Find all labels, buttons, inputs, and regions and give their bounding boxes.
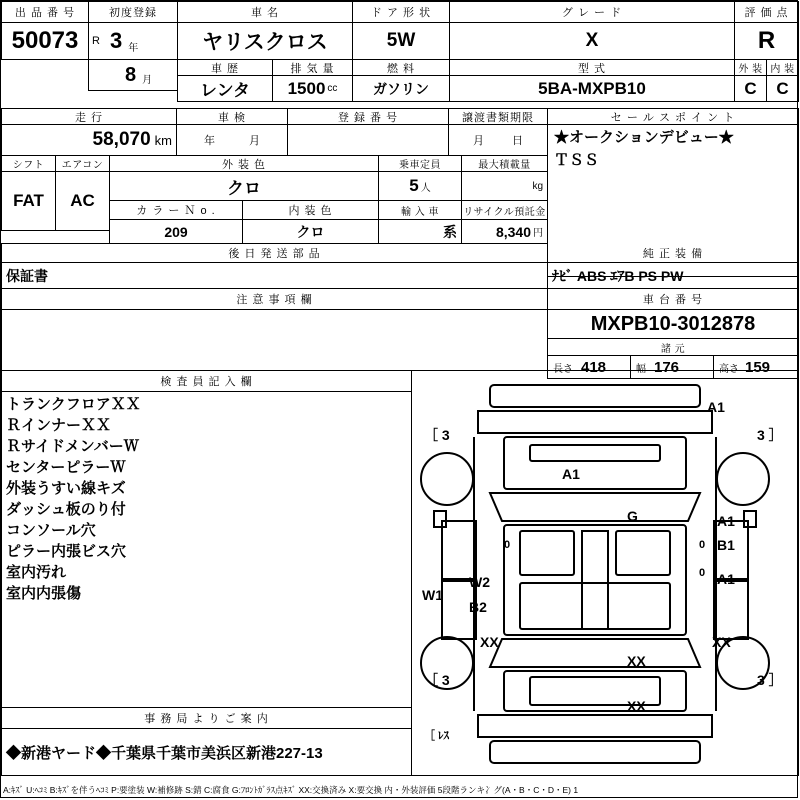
mileage-unit: km: [154, 132, 172, 148]
exterior-grade-label: 外 装: [734, 59, 767, 76]
chassis-number-value: MXPB10-3012878: [547, 309, 799, 339]
damage-mark: A1: [717, 513, 735, 529]
factory-equipment-label: 純 正 装 備: [547, 243, 799, 263]
inspector-note-line: 室内内張傷: [6, 585, 82, 602]
damage-mark: A1: [707, 399, 725, 415]
transfer-day-unit: 日: [512, 135, 523, 147]
later-parts-label: 後 日 発 送 部 品: [1, 243, 548, 263]
length-label: 長さ: [553, 363, 573, 375]
inspector-notes-body: [1, 391, 412, 708]
fuel-label: 燃 料: [352, 59, 450, 76]
inspector-note-line: ピラー内張ビス穴: [6, 543, 127, 560]
reg-month-value: 8: [125, 63, 137, 86]
damage-mark: ［ 3: [424, 427, 450, 443]
chassis-number-label: 車 台 番 号: [547, 288, 799, 310]
displacement-unit: cc: [327, 83, 338, 94]
sales-point-label: セ ー ル ス ポ イ ン ト: [547, 108, 799, 125]
registration-number-label: 登 録 番 号: [287, 108, 449, 125]
width-value: 176: [654, 358, 680, 376]
seats-value: [378, 171, 462, 201]
inspection-month-unit: 月: [249, 135, 260, 147]
import-label: 輸 入 車: [378, 200, 462, 220]
history-value: レンタ: [177, 75, 273, 102]
registration-number-value: [287, 124, 449, 156]
inspector-note-line: ＲサイドメンバーＷ: [6, 438, 139, 455]
damage-mark: XX: [627, 698, 646, 714]
inspection-year-unit: 年: [204, 135, 215, 147]
damage-mark: B1: [717, 537, 735, 553]
inspection-value: [176, 124, 288, 156]
damage-mark: W1: [422, 587, 443, 603]
transfer-month-unit: 月: [473, 135, 484, 147]
inspector-note-line: 室内汚れ: [6, 564, 67, 581]
seats-unit: 人: [420, 182, 431, 194]
caution-label: 注 意 事 項 欄: [1, 288, 548, 310]
lot-number-label: 出 品 番 号: [1, 1, 89, 23]
dimension-label: 諸 元: [547, 338, 799, 356]
color-number-label: カ ラ ー Ｎ o .: [109, 200, 243, 220]
lot-number-value: 50073: [1, 22, 89, 60]
color-number-value: 209: [109, 219, 243, 244]
fuel-value: ガソリン: [352, 75, 450, 102]
damage-mark: 0: [504, 539, 511, 551]
door-shape-label: ド ア 形 状: [352, 1, 450, 23]
sales-point-line-1: ★オークションデビュー★: [554, 129, 734, 146]
office-notice-label: 事 務 局 よ り ご 案 内: [1, 707, 412, 729]
damage-mark: A1: [562, 466, 580, 482]
mileage-number: 58,070: [92, 129, 151, 150]
transfer-deadline-value: [448, 124, 548, 156]
inspector-note-line: コンソール穴: [6, 522, 96, 539]
damage-mark: ［ ﾚｽ: [424, 730, 450, 742]
inspector-note-line: センターピラーＷ: [6, 459, 126, 476]
inspector-note-line: 外装うすい線キズ: [6, 480, 126, 497]
model-code-value: 5BA-MXPB10: [449, 75, 735, 102]
height-label: 高さ: [719, 363, 739, 375]
ac-label: エアコン: [55, 155, 110, 172]
reg-month-unit: 月: [142, 75, 153, 86]
max-load-value: [461, 171, 548, 201]
interior-grade-label: 内 装: [766, 59, 799, 76]
later-parts-value: 保証書: [1, 262, 548, 289]
legend-footnote: A:ｷｽﾞ U:ﾍｺﾐ B:ｷｽﾞを伴うﾍｺﾐ P:要塗装 W:補修跡 S:錆 C:腐食 G:ﾌﾛﾝﾄｶﾞﾗｽ点ｷｽﾞ XX:交換済み X:要交換 内・外装評価 5段階ランキ冫グ(A・B・C・D・E) 1: [3, 785, 579, 795]
max-load-unit: kg: [532, 180, 543, 192]
damage-mark: 3 ］: [757, 427, 783, 443]
sales-point-line-2: ＴＳＳ: [554, 152, 600, 169]
damage-mark: 0: [699, 539, 706, 551]
damage-mark: W2: [469, 574, 490, 590]
office-notice-text: ◆新港ヤード◆千葉県千葉市美浜区新港227-13: [1, 728, 412, 776]
car-name-value: ヤリスクロス: [177, 22, 353, 60]
car-diagram-svg: [412, 371, 798, 775]
factory-equipment-value: ﾅﾋﾞ ABS ｴｱB PS PW: [547, 262, 799, 289]
damage-mark: A1: [717, 571, 735, 587]
grade-label: グ レ ー ド: [449, 1, 735, 23]
inspector-notes-label: 検 査 員 記 入 欄: [1, 370, 412, 392]
exterior-color-label: 外 装 色: [109, 155, 379, 172]
damage-mark: XX: [480, 634, 499, 650]
recycle-fee-number: 8,340: [495, 223, 531, 240]
height-value: 159: [745, 358, 771, 376]
first-registration-year: [88, 22, 178, 60]
ac-value: AC: [55, 171, 110, 231]
first-registration-month: [88, 59, 178, 91]
recycle-fee-unit: 円: [533, 228, 543, 239]
mileage-label: 走 行: [1, 108, 177, 125]
door-shape-value: 5W: [352, 22, 450, 60]
displacement-number: 1500: [287, 78, 326, 98]
recycle-fee-label: リサイクル預託金: [461, 200, 548, 220]
length-value: 418: [581, 358, 607, 376]
displacement-value: [272, 75, 353, 102]
inspector-note-line: ＲインナーＸＸ: [6, 417, 112, 434]
inspector-note-line: トランクフロアＸＸ: [6, 396, 141, 413]
car-name-label: 車 名: [177, 1, 353, 23]
damage-mark: B2: [469, 599, 487, 615]
history-label: 車 歴: [177, 59, 273, 76]
max-load-label: 最大積載量: [461, 155, 548, 172]
damage-mark: G: [627, 508, 638, 524]
interior-color-value: クロ: [242, 219, 379, 244]
interior-color-label: 内 装 色: [242, 200, 379, 220]
inspection-label: 車 検: [176, 108, 288, 125]
reg-year-value: 3: [109, 28, 123, 53]
damage-mark: ［ 3: [424, 672, 450, 688]
inspector-note-line: ダッシュ板のり付: [6, 501, 126, 518]
damage-mark: 0: [699, 567, 706, 579]
import-value: 系: [378, 219, 462, 244]
exterior-color-value: クロ: [109, 171, 379, 201]
score-value: R: [734, 22, 799, 60]
shift-label: シフト: [1, 155, 56, 172]
shift-value: FAT: [1, 171, 56, 231]
damage-mark: XX: [627, 653, 646, 669]
exterior-grade-value: C: [734, 75, 767, 102]
seats-label: 乗車定員: [378, 155, 462, 172]
interior-grade-value: C: [766, 75, 799, 102]
seats-number: 5: [409, 176, 419, 195]
width-label: 幅: [636, 363, 646, 375]
reg-year-unit: 年: [128, 43, 139, 54]
displacement-label: 排 気 量: [272, 59, 353, 76]
caution-value: [1, 309, 548, 371]
recycle-fee-value: [461, 219, 548, 244]
model-code-label: 型 式: [449, 59, 735, 76]
damage-mark: 3 ］: [757, 672, 783, 688]
grade-value: X: [449, 22, 735, 60]
transfer-deadline-label: 譲渡書類期限: [448, 108, 548, 125]
damage-mark: XX: [712, 634, 731, 650]
mileage-value: [1, 124, 177, 156]
first-registration-label: 初度登録: [88, 1, 178, 23]
score-label: 評 価 点: [734, 1, 799, 23]
era-label: R: [92, 35, 100, 47]
